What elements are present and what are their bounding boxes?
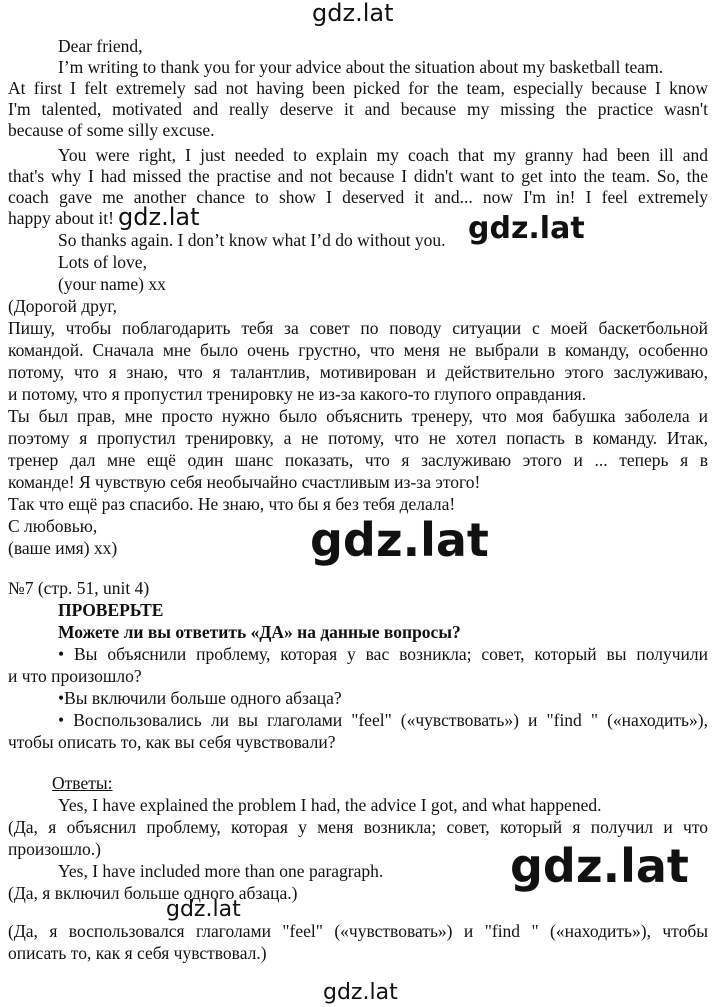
exercise-heading: ПРОВЕРЬТЕ: [58, 600, 164, 620]
check-item-3-line-1: • Воспользовались ли вы глаголами "feel" («чувствовать») и "find " («находить»),: [58, 710, 708, 730]
answers-title: Ответы:: [52, 773, 113, 793]
watermark-bottom: gdz.lat: [323, 980, 398, 1005]
letter-paragraph-2-line-3: coach gave me another chance to show I deserved it and... now I'm in! I feel extremely: [8, 187, 708, 207]
translation-paragraph-3: Так что ещё раз спасибо. Не знаю, что бы я без тебя делала!: [8, 494, 456, 514]
exercise-question: Можете ли вы ответить «ДА» на данные вопросы?: [58, 622, 461, 642]
answer-3-translation-line-2: описать то, как я себя чувствовал.): [8, 943, 267, 963]
translation-closing: С любовью,: [8, 516, 98, 536]
letter-paragraph-2-line-4: happy about it!: [8, 208, 114, 228]
watermark-large: gdz.lat: [510, 839, 689, 893]
translation-paragraph-1-line-1: Пишу, чтобы поблагодарить тебя за совет по поводу ситуации с моей баскетбольной: [8, 318, 708, 338]
check-item-2: •Вы включили больше одного абзаца?: [58, 688, 342, 708]
translation-signature: (ваше имя) xx): [8, 538, 118, 558]
answer-2-translation: (Да, я включил больше одного абзаца.): [8, 883, 298, 903]
exercise-number: №7 (стр. 51, unit 4): [8, 578, 150, 598]
letter-greeting: Dear friend,: [58, 36, 143, 56]
watermark-answers: gdz.lat: [166, 897, 241, 922]
letter-paragraph-1-line-2: At first I felt extremely sad not having been picked for the team, especially because I know: [8, 78, 708, 98]
letter-paragraph-1-line-4: because of some silly excuse.: [8, 120, 215, 140]
answer-1: Yes, I have explained the problem I had, the advice I got, and what happened.: [58, 795, 602, 815]
watermark-middle: gdz.lat: [310, 513, 489, 567]
letter-paragraph-2-line-1: You were right, I just needed to explain my coach that my granny had been ill and: [58, 145, 708, 165]
watermark-letter-right: gdz.lat: [468, 214, 589, 244]
translation-paragraph-2-line-3: тренер дал мне ещё один шанс показать, что я заслуживаю этого и ... теперь я в: [8, 450, 708, 470]
letter-signature: (your name) xx: [58, 274, 166, 294]
answer-1-translation-line-2: произошло.): [8, 839, 101, 859]
check-item-3-line-2: чтобы описать то, как вы себя чувствовали?: [8, 732, 336, 752]
letter-paragraph-1-line-1: I’m writing to thank you for your advice about the situation about my basketball team.: [58, 57, 664, 77]
answer-2: Yes, I have included more than one paragraph.: [58, 861, 384, 881]
letter-paragraph-3: So thanks again. I don’t know what I’d do without you.: [58, 230, 446, 250]
answer-3-translation-line-1: (Да, я воспользовался глаголами "feel" («чувствовать») и "find " («находить»), чтобы: [8, 921, 708, 941]
translation-paragraph-2-line-2: поэтому я пропустил тренировку, а не потому, что не хотел попасть в команду. Итак,: [8, 428, 708, 448]
translation-paragraph-2-line-1: Ты был прав, мне просто нужно было объяснить тренеру, что моя бабушка заболела и: [8, 406, 708, 426]
watermark-letter-left: gdz.lat: [118, 203, 200, 231]
translation-paragraph-1-line-4: и потому, что я пропустил тренировку не из-за какого-то глупого оправдания.: [8, 384, 587, 404]
watermark-top: gdz.lat: [312, 0, 394, 27]
translation-paragraph-1-line-3: потому, что я знаю, что я талантлив, мотивирован и действительно этого заслуживаю,: [8, 362, 708, 382]
letter-paragraph-2-line-2: that's why I had missed the practise and not because I didn't want to get into the team. So, the: [8, 166, 708, 186]
check-item-1-line-2: и что произошло?: [8, 666, 142, 686]
translation-greeting: (Дорогой друг,: [8, 296, 117, 316]
translation-paragraph-1-line-2: командой. Сначала мне было очень грустно, что меня не выбрали в команду, особенно: [8, 340, 708, 360]
letter-closing: Lots of love,: [58, 252, 147, 272]
check-item-1-line-1: • Вы объяснили проблему, которая у вас возникла; совет, который вы получили: [58, 644, 708, 664]
answer-1-translation-line-1: (Да, я объяснил проблему, которая у меня возникла; совет, который я получил и что: [8, 817, 708, 837]
translation-paragraph-2-line-4: команде! Я чувствую себя необычайно счастливым из-за этого!: [8, 472, 481, 492]
letter-paragraph-1-line-3: I'm talented, motivated and really deserve it and because my missing the practice wasn't: [8, 99, 708, 119]
